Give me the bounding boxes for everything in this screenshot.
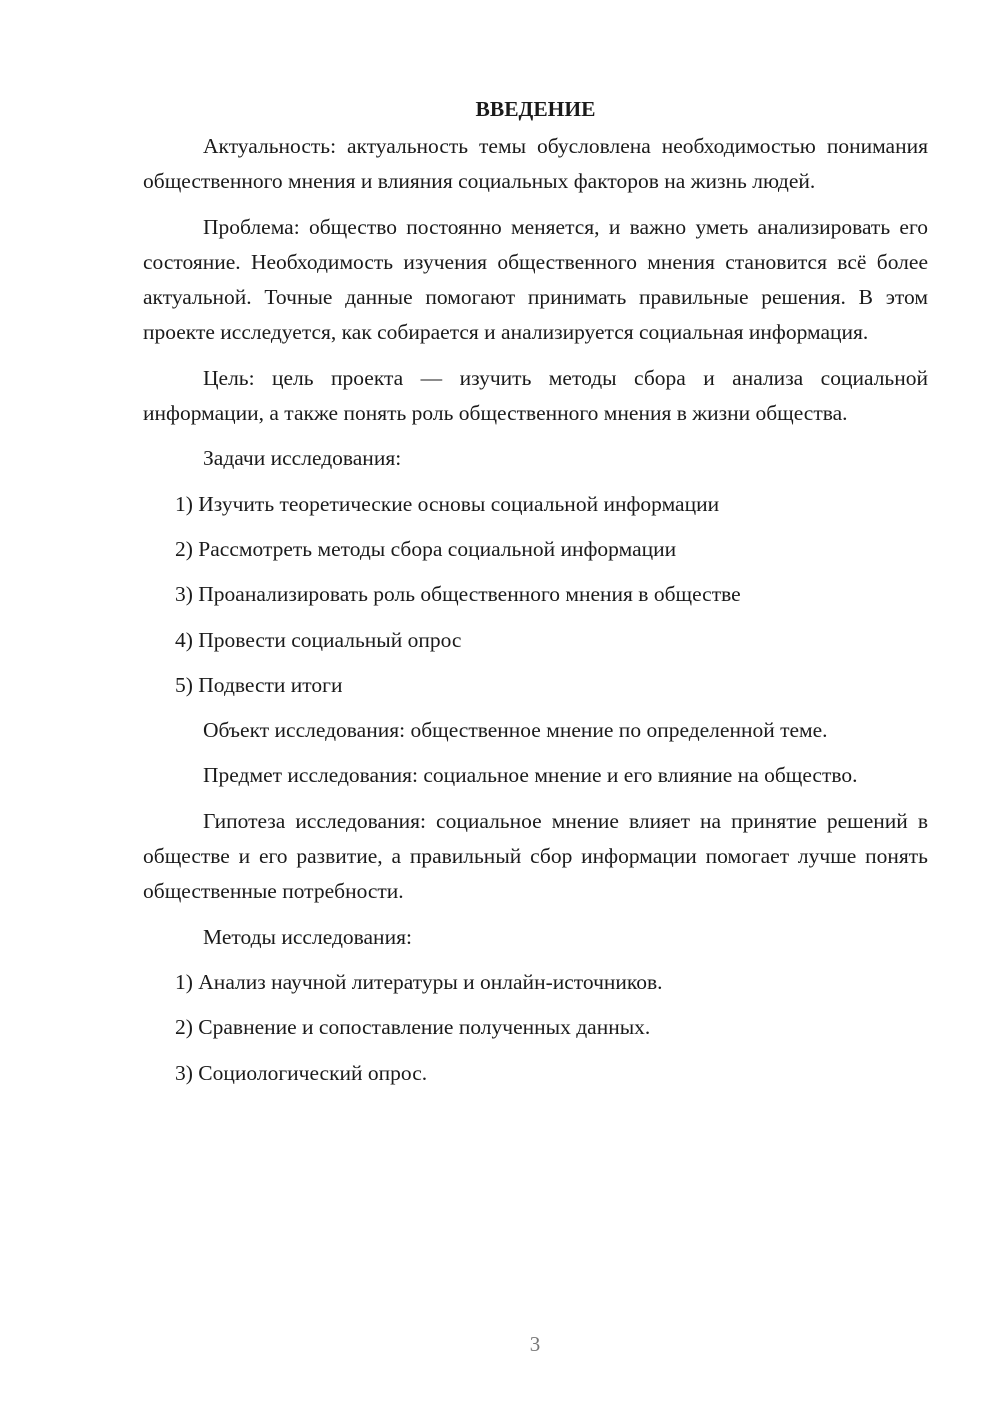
page-content [143,92,928,1101]
paragraph-subject: Предмет исследования: социальное мнение и его влияние на общество. [203,763,858,788]
page-number: 3 [529,1332,541,1356]
section-heading: ВВЕДЕНИЕ [475,97,596,121]
list-item: 1) Анализ научной литературы и онлайн-источников. [175,969,663,994]
paragraph-relevance: Актуальность: актуальность темы обусловлена необходимостью понимания общественного мнения и влияния социальных факторов на жизнь людей. [143,134,928,194]
tasks-title: Задачи исследования: [203,446,402,471]
list-item: 2) Сравнение и сопоставление полученных данных. [175,1015,651,1040]
list-item: 5) Подвести итоги [175,672,343,697]
tasks-list [143,487,928,703]
list-item: 3) Социологический опрос. [175,1060,428,1085]
list-item: 4) Провести социальный опрос [175,627,462,652]
paragraph-problem: Проблема: общество постоянно меняется, и важно уметь анализировать его состояние. Необходимость изучения общественного мнения становится всё более актуальной. Точные данные помогают принимать правильные решения. В этом проекте исследуется, как собирается и анализируется социальная информация. [143,214,928,345]
methods-title: Методы исследования: [203,924,412,949]
paragraph-goal: Цель: цель проекта — изучить методы сбора и анализа социальной информации, а также понять роль общественного мнения в жизни общества. [143,365,928,426]
list-item: 1) Изучить теоретические основы социальной информации [175,491,720,516]
methods-list [143,965,928,1091]
list-item: 2) Рассмотреть методы сбора социальной информации [175,536,677,561]
list-item: 3) Проанализировать роль общественного мнения в обществе [175,582,741,607]
paragraph-object: Объект исследования: общественное мнение по определенной теме. [203,718,828,743]
paragraph-hypothesis: Гипотеза исследования: социальное мнение влияет на принятие решений в обществе и его развитие, а правильный сбор информации помогает лучше понять общественные потребности. [143,808,928,904]
